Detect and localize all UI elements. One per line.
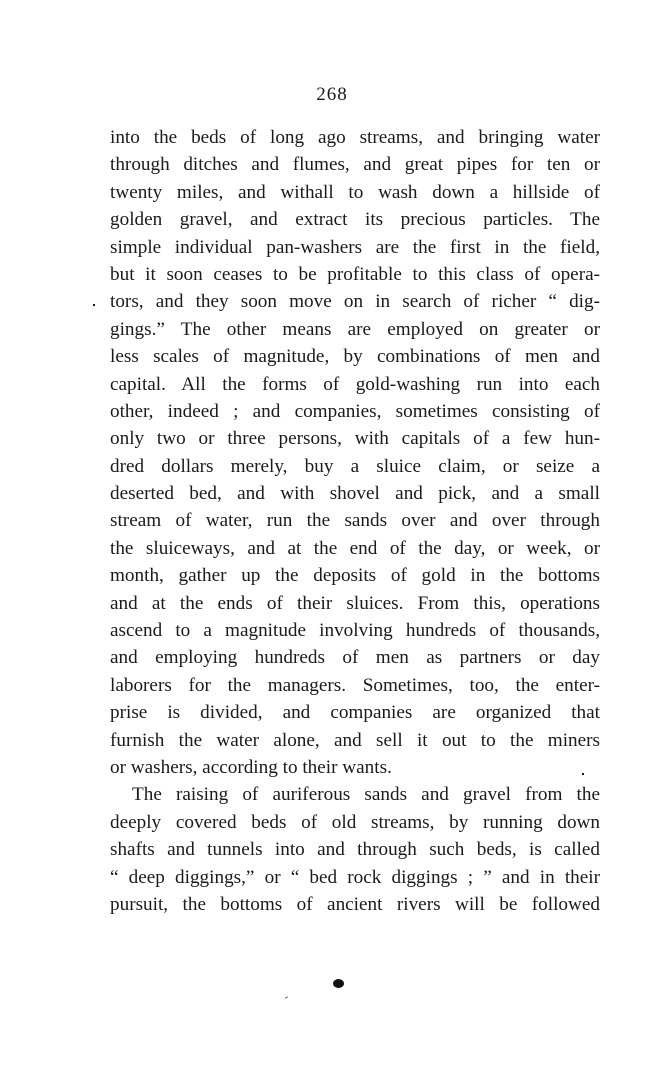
text-line: but it soon ceases to be profitable to this class of opera- bbox=[110, 263, 600, 285]
text-line: prise is divided, and companies are organized that bbox=[110, 702, 600, 724]
paragraph-2 bbox=[110, 781, 600, 918]
text-line: shafts and tunnels into and through such beds, is called bbox=[110, 839, 600, 861]
text-line: gings.” The other means are employed on greater or bbox=[110, 318, 600, 340]
text-line: deeply covered beds of old streams, by running down bbox=[110, 811, 600, 833]
text-line: ascend to a magnitude involving hundreds of thousands, bbox=[110, 620, 600, 642]
text-line: month, gather up the deposits of gold in the bottoms bbox=[110, 565, 600, 587]
text-line: through ditches and flumes, and great pipes for ten or bbox=[110, 154, 600, 176]
text-line: and employing hundreds of men as partners or day bbox=[110, 647, 600, 669]
text-line: tors, and they soon move on in search of richer “ dig- bbox=[110, 291, 600, 313]
body-text bbox=[110, 124, 600, 918]
margin-speck-right bbox=[582, 773, 584, 775]
text-line: furnish the water alone, and sell it out to the miners bbox=[110, 729, 600, 751]
text-line: the sluiceways, and at the end of the day, or week, or bbox=[110, 537, 600, 559]
text-line: less scales of magnitude, by combinations of men and bbox=[110, 346, 600, 368]
text-line: “ deep diggings,” or “ bed rock diggings ; ” and in their bbox=[110, 866, 600, 888]
text-line: stream of water, run the sands over and over through bbox=[110, 510, 600, 532]
text-line: only two or three persons, with capitals of a few hun- bbox=[110, 428, 600, 450]
paragraph-1 bbox=[110, 124, 600, 781]
ink-blot bbox=[333, 979, 344, 988]
text-line: golden gravel, and extract its precious particles. The bbox=[110, 209, 600, 231]
text-line: twenty miles, and withall to wash down a hillside of bbox=[110, 181, 600, 203]
text-line: other, indeed ; and companies, sometimes consisting of bbox=[110, 400, 600, 422]
text-line: capital. All the forms of gold-washing run into each bbox=[110, 373, 600, 395]
text-line: or washers, according to their wants. bbox=[110, 756, 392, 778]
paper-speck bbox=[285, 996, 288, 998]
text-line: dred dollars merely, buy a sluice claim, or seize a bbox=[110, 455, 600, 477]
text-line: deserted bed, and with shovel and pick, and a small bbox=[110, 483, 600, 505]
page-number: 268 bbox=[316, 84, 348, 105]
text-line: pursuit, the bottoms of ancient rivers will be followed bbox=[110, 893, 600, 915]
text-line: simple individual pan-washers are the first in the field, bbox=[110, 236, 600, 258]
text-line: into the beds of long ago streams, and bringing water bbox=[110, 127, 600, 148]
text-line: and at the ends of their sluices. From this, operations bbox=[110, 592, 600, 614]
text-line: The raising of auriferous sands and gravel from the bbox=[132, 784, 600, 806]
text-line: laborers for the managers. Sometimes, too, the enter- bbox=[110, 674, 600, 696]
margin-speck-left bbox=[93, 304, 95, 306]
